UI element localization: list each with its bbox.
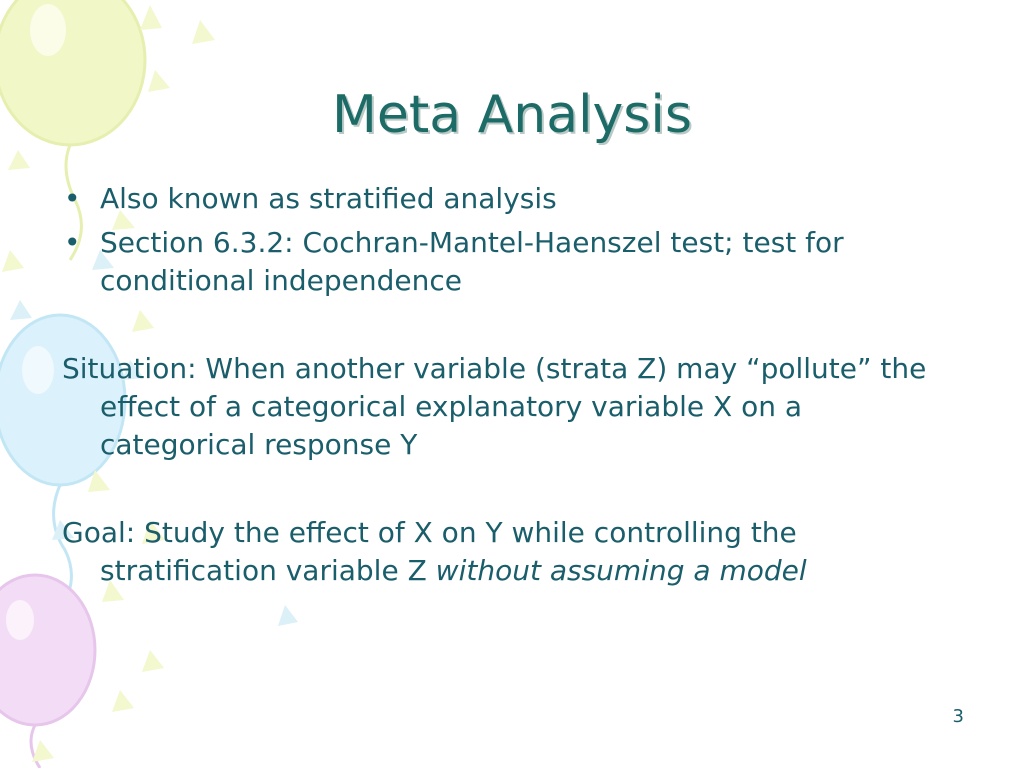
bullet-text: Also known as stratified analysis	[100, 182, 557, 215]
situation-paragraph: Situation: When another variable (strata Z) may “pollute” the effect of a categorical explanatory variable X on a categorical response Y	[62, 352, 927, 461]
bullet-marker: •	[64, 226, 81, 259]
bullet-item	[62, 180, 962, 218]
bullet-list	[62, 180, 962, 300]
bullet-marker: •	[64, 182, 81, 215]
pink-balloon-icon	[0, 575, 95, 768]
goal-paragraph	[62, 514, 962, 590]
bullet-item	[62, 224, 962, 300]
goal-text: Goal: Study the effect of X on Y while controlling the stratification variable Z	[62, 516, 797, 587]
bullet-text: Section 6.3.2: Cochran-Mantel-Haenszel test; test for conditional independence	[100, 226, 844, 297]
goal-italic-text: without assuming a model	[435, 554, 807, 587]
slide-title: Meta Analysis	[332, 85, 692, 145]
page-number: 3	[952, 706, 964, 727]
slide-body	[62, 180, 962, 590]
